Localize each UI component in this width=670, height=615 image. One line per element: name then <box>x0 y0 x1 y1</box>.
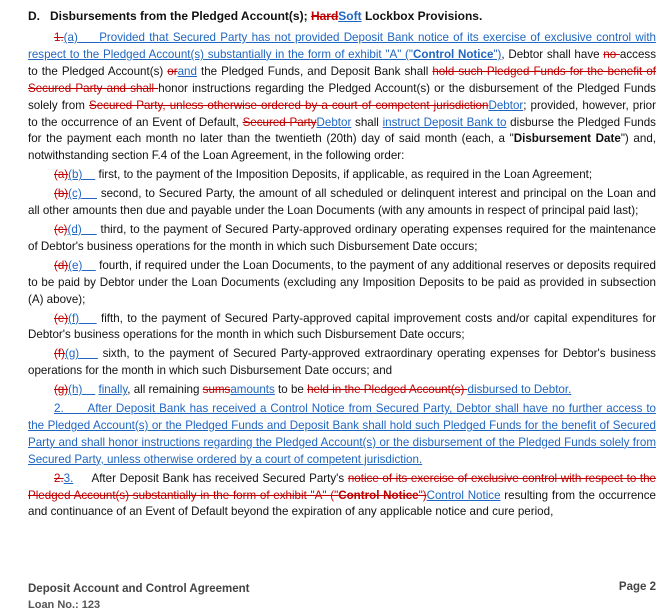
page-number: Page 2 <box>618 581 656 593</box>
deleted-text: (a) <box>54 168 69 182</box>
inserted-text: (d) <box>67 222 82 236</box>
body-text: , all remaining <box>127 383 203 397</box>
inserted-text: (b) <box>68 168 83 182</box>
inserted-text: finally <box>98 383 128 397</box>
body-text: disburse the Pledged Funds for the payment each month no later than the twentieth (20th) day of said month (each, a " <box>28 115 656 146</box>
inserted-text: instruct Deposit Bank to <box>382 115 507 129</box>
inserted-text: (a) <box>63 31 78 44</box>
list-item-d <box>28 222 656 256</box>
deleted-text: Secured Party, unless otherwise ordered by a court of competent jurisdiction <box>88 98 489 112</box>
body-text: ") and, notwithstanding section F.4 of the Loan Agreement, in the following order: <box>28 132 656 163</box>
deleted-text: or <box>167 64 178 78</box>
paragraph-2 <box>28 401 656 469</box>
paragraph-3 <box>28 471 656 522</box>
inserted-text: (g) <box>64 347 80 361</box>
list-item-text: sixth, to the payment of Secured Party-approved extraordinary operating expenses for Debtor's business operations for the month in which such Disbursement Date occurs; and <box>28 347 656 378</box>
list-item-f <box>28 311 656 345</box>
body-text: ; provided, however, prior to the occurrence of an Event of Default, <box>28 98 656 129</box>
deleted-text: (b) <box>54 187 69 201</box>
body-text: access to the Pledged Account(s) <box>28 47 656 78</box>
deleted-text: no <box>603 47 620 61</box>
list-item-b <box>28 167 656 184</box>
deleted-text: hold such Pledged Funds for the benefit of Secured Party and shall <box>28 64 656 95</box>
inserted-text: Control Notice <box>413 47 494 61</box>
inserted-text: (f) <box>68 311 80 325</box>
deleted-text: Control Notice <box>338 488 419 502</box>
section-title-pre: Disbursements from the Pledged Account(s); <box>50 9 311 23</box>
defined-term: Disbursement Date <box>513 132 621 146</box>
deleted-text: (f) <box>54 347 65 361</box>
deleted-text: Hard <box>310 9 339 23</box>
document-title: Deposit Account and Control Agreement <box>28 583 250 595</box>
inserted-text: 3. <box>63 471 74 485</box>
list-item-text: second, to Secured Party, the amount of all scheduled or delinquent interest and principal on the Loan and all other amounts then due and payable under the Loan Documents (with any amounts in respect of principal paid last); <box>28 187 656 218</box>
body-text: honor instructions regarding the Pledged Account(s) or the disbursement of the Pledged Funds solely from <box>28 81 656 112</box>
deleted-text: 1. <box>54 31 64 44</box>
list-item-text: fourth, if required under the Loan Documents, to the payment of any additional reserves or deposits required to be paid by Debtor under the Loan Documents (excluding any Imposition Deposits to be paid as provided in subsection (A) above); <box>28 258 656 306</box>
section-label: D. <box>28 9 40 23</box>
inserted-text: Soft <box>338 9 362 23</box>
deleted-text: 2. <box>54 471 64 485</box>
inserted-text: Provided that Secured Party has not provided Deposit Bank notice of its exercise of exclusive control with respect to the Pledged Account(s) substantially in the form of exhibit "A" (" <box>28 31 656 61</box>
deleted-text: held in the Pledged Account(s) <box>307 383 468 397</box>
document-page <box>28 8 656 521</box>
deleted-text: (c) <box>54 222 68 236</box>
body-text: resulting from the occurrence and continuance of an Event of Default beyond the expiration of any applicable notice and cure period, <box>28 488 656 519</box>
list-item-g <box>28 346 656 380</box>
inserted-text: (h) <box>68 383 83 397</box>
loan-number: Loan No.: 123 <box>28 599 101 611</box>
section-title-post: Lockbox Provisions. <box>361 9 483 23</box>
body-text: the Pledged Funds, and Deposit Bank shall <box>196 64 433 78</box>
inserted-text: (e) <box>68 258 83 272</box>
body-text: After Deposit Bank has received Secured Party's <box>91 471 348 485</box>
page-footer <box>28 581 656 613</box>
deleted-text: (e) <box>54 311 69 325</box>
deleted-text: ") <box>418 488 427 502</box>
paragraph-1 <box>28 30 656 165</box>
deleted-text: (d) <box>54 258 69 272</box>
body-text: to be <box>274 383 308 397</box>
body-text: , Debtor shall have <box>501 47 604 61</box>
inserted-text: amounts <box>230 383 275 397</box>
body-text: shall <box>351 115 383 129</box>
inserted-text: Control Notice <box>426 488 501 502</box>
list-item-c <box>28 186 656 220</box>
list-item-text: third, to the payment of Secured Party-approved ordinary operating expenses required for the maintenance of Debtor's business operations for the month in which such Disbursement Date occurs; <box>28 222 656 253</box>
section-heading <box>28 8 656 24</box>
deleted-text: notice of its exercise of exclusive control with respect to the Pledged Account(s) substantially in the form of exhibit "A" (" <box>28 471 657 502</box>
list-item-e <box>28 258 656 309</box>
list-item-text: fifth, to the payment of Secured Party-approved capital improvement costs and/or capital expenditures for Debtor's business operations for the month in which such Disbursement Date occurs; <box>28 311 656 342</box>
deleted-text: Secured Party <box>242 115 317 129</box>
deleted-text: sums <box>202 383 231 397</box>
deleted-text: (g) <box>54 383 69 397</box>
inserted-text: and <box>177 64 197 78</box>
inserted-text: (c) <box>68 187 82 201</box>
inserted-text: Debtor <box>316 115 352 129</box>
inserted-text: 2. After Deposit Bank has received a Control Notice from Secured Party, Debtor shall have no further access to the Pledged Account(s) or the Pledged Funds and Deposit Bank shall hold such Pledged Funds for the benefit of Secured Party and shall honor instructions regarding the Pledged Account(s) or the disbursement of the Pledged Funds solely from Secured Party, unless otherwise ordered by a court of competent jurisdiction. <box>28 402 656 466</box>
list-item-text: first, to the payment of the Imposition Deposits, if applicable, as required in the Loan Agreement; <box>98 168 593 182</box>
list-item-h <box>28 382 656 399</box>
inserted-text: disbursed to Debtor. <box>467 383 572 397</box>
inserted-text: ") <box>493 47 502 61</box>
inserted-text: Debtor <box>488 98 524 112</box>
